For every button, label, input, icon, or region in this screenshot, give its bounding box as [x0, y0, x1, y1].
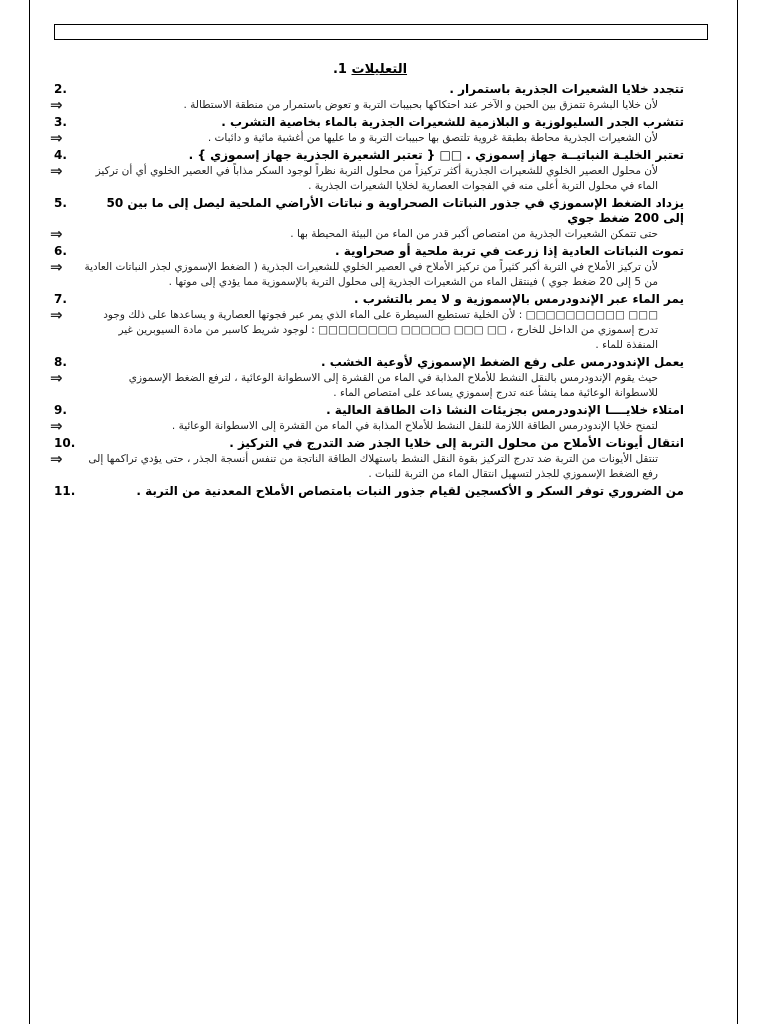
question-row [50, 403, 684, 418]
arrow-icon: ⇒ [50, 369, 63, 387]
question-number: 8. [54, 355, 67, 369]
answer-row [50, 131, 684, 146]
answer-text: لأن خلايا البشرة تتمزق بين الحين و الآخر عند احتكاكها بحبيبات التربة و تعوض باستمرار من منطقة الاستطالة . [183, 99, 658, 111]
question-row [50, 244, 684, 259]
right-margin-line [737, 0, 738, 1024]
answer-text: لتمنح خلايا الإندودرمس الطاقة اللازمة للنقل النشط للأملاح المذابة في الماء من القشرة إلى الاسطوانة الوعائية . [171, 420, 658, 432]
answer-row [50, 227, 684, 242]
document-body [50, 60, 684, 499]
question-number: 5. [54, 196, 67, 210]
answer-text: □□□ □□□□□□□□□□ : لأن الخلية تستطيع السيطرة على الماء الذي يمر عبر فجوتها العصارية و يساعدها على ذلك وجود تدرج إسموزي من الداخل للخارج ، □□ □□□ □□□□□ □□□□□□□□ : لوجود شريط كاسبر من مادة السيوبرين غير المنفذة للماء . [103, 309, 658, 351]
section-title [50, 60, 684, 80]
answer-row [50, 308, 684, 353]
question-number: 11. [54, 484, 76, 498]
question-text: انتقال أيونات الأملاح من محلول التربة إلى خلايا الجذر ضد التدرج في التركيز . [229, 436, 684, 450]
answer-text: تنتقل الأيونات من التربة ضد تدرج التركيز بقوة النقل النشط باستهلاك الطاقة الناتجة من تنفس أنسجة الجذر ، حتى يؤدي تراكمها إلى رفع الضغط الإسموزي للجذر لتسهيل انتقال الماء من التربة للنبات . [88, 453, 658, 480]
arrow-icon: ⇒ [50, 129, 63, 147]
section-title-label: التعليلات [351, 62, 408, 77]
question-number: 6. [54, 244, 67, 258]
question-row [50, 436, 684, 451]
header-box [54, 24, 708, 40]
answer-text: حتى تتمكن الشعيرات الجذرية من امتصاص أكبر قدر من الماء من البيئة المحيطة بها . [290, 228, 658, 240]
question-text: يمر الماء عبر الإندودرمس بالإسموزية و لا يمر بالتشرب . [353, 292, 684, 306]
question-number: 10. [54, 436, 76, 450]
answer-row [50, 419, 684, 434]
question-row [50, 292, 684, 307]
arrow-icon: ⇒ [50, 306, 63, 324]
question-text: تموت النباتات العادية إذا زرعت في تربة ملحية أو صحراوية . [335, 244, 684, 258]
arrow-icon: ⇒ [50, 96, 63, 114]
question-row [50, 82, 684, 97]
arrow-icon: ⇒ [50, 162, 63, 180]
question-row [50, 355, 684, 370]
question-row [50, 484, 684, 499]
question-number: 7. [54, 292, 67, 306]
answer-text: لأن محلول العصير الخلوي للشعيرات الجذرية أكثر تركيزاً من محلول التربة نظراً لوجود السكر مذاباً في العصير الخلوي أي أن تركيز الماء في محلول التربة أعلى منه في الفجوات العصارية لخلايا الشعيرات الجذرية . [95, 165, 658, 192]
question-number: 2. [54, 82, 67, 96]
answer-row [50, 260, 684, 290]
question-text: تتشرب الجدر السليولوزية و البلازمية للشعيرات الجذرية بالماء بخاصية التشرب . [221, 115, 684, 129]
answer-row [50, 371, 684, 401]
answer-text: لأن تركيز الأملاح في التربة أكبر كثيراً من تركيز الأملاح في العصير الخلوي للشعيرات الجذرية ( الضغط الإسموزي لجذر النباتات العادية من 5 إلى 20 ضغط جوي ) فينتقل الماء من الشعيرات الجذرية إلى محلول التربة بالإسموزية مما يؤدي إلى موتها . [84, 261, 658, 288]
arrow-icon: ⇒ [50, 225, 63, 243]
left-margin-line [29, 0, 30, 1024]
question-text: يعمل الإندودرمس على رفع الضغط الإسموزي لأوعية الخشب . [321, 355, 684, 369]
question-row [50, 148, 684, 163]
question-text: من الضروري توفر السكر و الأكسجين لقيام جذور النبات بامتصاص الأملاح المعدنية من التربة . [136, 484, 684, 498]
items-list [50, 82, 684, 499]
question-number: 3. [54, 115, 67, 129]
answer-row [50, 98, 684, 113]
arrow-icon: ⇒ [50, 258, 63, 276]
arrow-icon: ⇒ [50, 417, 63, 435]
section-title-number: 1. [332, 62, 347, 77]
answer-row [50, 164, 684, 194]
question-number: 9. [54, 403, 67, 417]
question-text: يزداد الضغط الإسموزي في جذور النباتات الصحراوية و نباتات الأراضي الملحية ليصل إلى ما بين 50 إلى 200 ضغط جوي [106, 196, 684, 225]
question-text: تعتبر الخليـة النباتيــة جهاز إسموزي . □□ { تعتبر الشعيرة الجذرية جهاز إسموزي } . [188, 148, 684, 162]
answer-text: حيث يقوم الإندودرمس بالنقل النشط للأملاح المذابة في الماء من القشرة إلى الاسطوانة الوعائية ، لترفع الضغط الإسموزي للاسطوانة الوعائية مما ينشأ عنه تدرج إسموزي يساعد على امتصاص الماء . [128, 372, 658, 399]
question-text: امتلاء خلايــــا الإندودرمس بجزيئات النشا ذات الطاقة العالية . [326, 403, 684, 417]
answer-row [50, 452, 684, 482]
arrow-icon: ⇒ [50, 450, 63, 468]
question-number: 4. [54, 148, 67, 162]
question-row [50, 115, 684, 130]
question-text: تتجدد خلايا الشعيرات الجذرية باستمرار . [449, 82, 684, 96]
question-row [50, 196, 684, 226]
answer-text: لأن الشعيرات الجذرية محاطة بطبقة غروية تلتصق بها حبيبات التربة و ما عليها من أغشية مائية و دائبات . [207, 132, 658, 144]
